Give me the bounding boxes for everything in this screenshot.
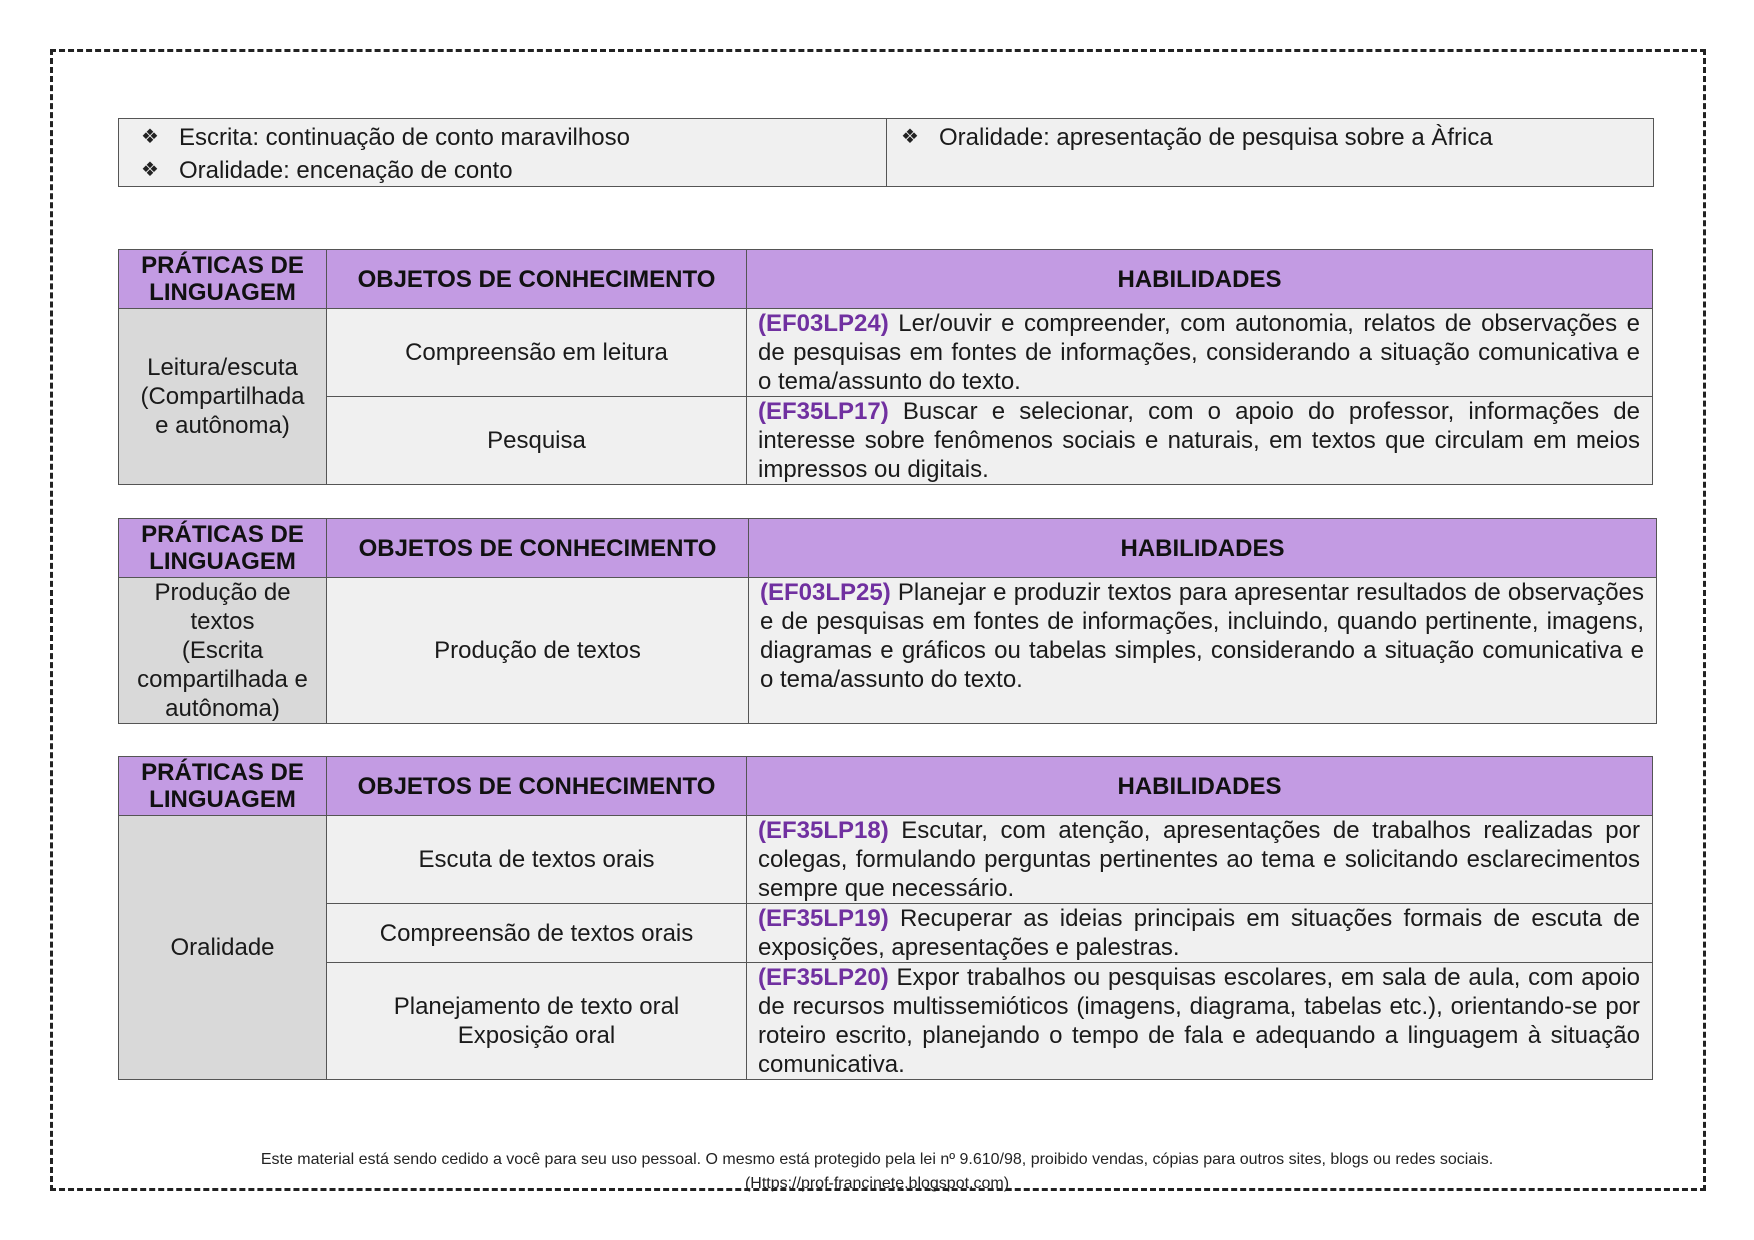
skill-code: (EF35LP20) [758, 964, 889, 991]
table-row [119, 578, 1657, 724]
header-praticas: PRÁTICAS DE LINGUAGEM [119, 519, 327, 578]
pratica-cell: Produção de textos (Escrita compartilhada e autônoma) [119, 578, 327, 724]
table-row [119, 963, 1653, 1080]
habilidade-cell [747, 816, 1653, 904]
table-row [119, 904, 1653, 963]
summary-right-column [887, 119, 1653, 186]
header-praticas: PRÁTICAS DE LINGUAGEM [119, 250, 327, 309]
summary-item-text: Escrita: continuação de conto maravilhoso [179, 124, 630, 151]
objeto-cell: Escuta de textos orais [327, 816, 747, 904]
footer-link[interactable]: (Https://prof-francinete.blogspot.com) [744, 1175, 1010, 1192]
objeto-cell: Planejamento de texto oral Exposição oral [327, 963, 747, 1080]
objeto-cell: Compreensão de textos orais [327, 904, 747, 963]
summary-item-text: Oralidade: apresentação de pesquisa sobre a Àfrica [939, 124, 1493, 151]
table-header-row [119, 250, 1653, 309]
habilidade-cell [747, 309, 1653, 397]
habilidade-cell [749, 578, 1657, 724]
habilidade-cell [747, 397, 1653, 485]
table-header-row [119, 757, 1653, 816]
table-row [119, 397, 1653, 485]
skill-text: Recuperar as ideias principais em situações formais de escuta de exposições, apresentações e palestras. [758, 905, 1640, 961]
skill-text: Buscar e selecionar, com o apoio do professor, informações de interesse sobre fenômenos sociais e naturais, em textos que circulam em meios impressos ou digitais. [758, 398, 1640, 483]
diamond-bullet-icon: ❖ [141, 159, 159, 181]
summary-item-text: Oralidade: encenação de conto [179, 157, 513, 184]
summary-item [141, 121, 886, 154]
header-habilidades: HABILIDADES [749, 519, 1657, 578]
diamond-bullet-icon: ❖ [141, 126, 159, 148]
summary-item [901, 121, 1653, 154]
skills-table-oralidade [118, 756, 1653, 1080]
skill-code: (EF35LP19) [758, 905, 889, 932]
objeto-cell: Pesquisa [327, 397, 747, 485]
habilidade-cell [747, 904, 1653, 963]
skill-text: Ler/ouvir e compreender, com autonomia, relatos de observações e de pesquisas em fontes de informações, considerando a situação comunicativa e o tema/assunto do texto. [758, 310, 1640, 395]
production-summary-box [118, 118, 1654, 187]
skill-code: (EF35LP17) [758, 398, 889, 425]
header-objetos: OBJETOS DE CONHECIMENTO [327, 757, 747, 816]
header-habilidades: HABILIDADES [747, 757, 1653, 816]
diamond-bullet-icon: ❖ [901, 126, 919, 148]
copyright-footer [0, 1148, 1754, 1196]
summary-left-column [119, 119, 887, 186]
header-objetos: OBJETOS DE CONHECIMENTO [327, 519, 749, 578]
skills-table-producao [118, 518, 1657, 724]
objeto-cell: Compreensão em leitura [327, 309, 747, 397]
header-habilidades: HABILIDADES [747, 250, 1653, 309]
skill-text: Planejar e produzir textos para apresentar resultados de observações e de pesquisas em fontes de informações, incluindo, quando pertinente, imagens, diagramas e gráficos ou tabelas simples, considerando a situação comunicativa e o tema/assunto do texto. [760, 579, 1644, 693]
skills-table-leitura [118, 249, 1653, 485]
table-row [119, 309, 1653, 397]
header-praticas: PRÁTICAS DE LINGUAGEM [119, 757, 327, 816]
skill-text: Escutar, com atenção, apresentações de trabalhos realizadas por colegas, formulando perguntas pertinentes ao tema e solicitando esclarecimentos sempre que necessário. [758, 817, 1640, 902]
pratica-cell: Oralidade [119, 816, 327, 1080]
summary-item [141, 154, 886, 187]
pratica-cell: Leitura/escuta (Compartilhada e autônoma) [119, 309, 327, 485]
footer-notice: Este material está sendo cedido a você para seu uso pessoal. O mesmo está protegido pela lei nº 9.610/98, proibido vendas, cópias para outros sites, blogs ou redes sociais. [260, 1151, 1494, 1168]
objeto-cell: Produção de textos [327, 578, 749, 724]
skill-text: Expor trabalhos ou pesquisas escolares, em sala de aula, com apoio de recursos multissemióticos (imagens, diagrama, tabelas etc.), orientando-se por roteiro escrito, planejando o tempo de fala e adequando a linguagem à situação comunicativa. [758, 964, 1640, 1078]
skill-code: (EF03LP24) [758, 310, 889, 337]
skill-code: (EF03LP25) [760, 579, 891, 606]
skill-code: (EF35LP18) [758, 817, 889, 844]
table-header-row [119, 519, 1657, 578]
habilidade-cell [747, 963, 1653, 1080]
header-objetos: OBJETOS DE CONHECIMENTO [327, 250, 747, 309]
table-row [119, 816, 1653, 904]
